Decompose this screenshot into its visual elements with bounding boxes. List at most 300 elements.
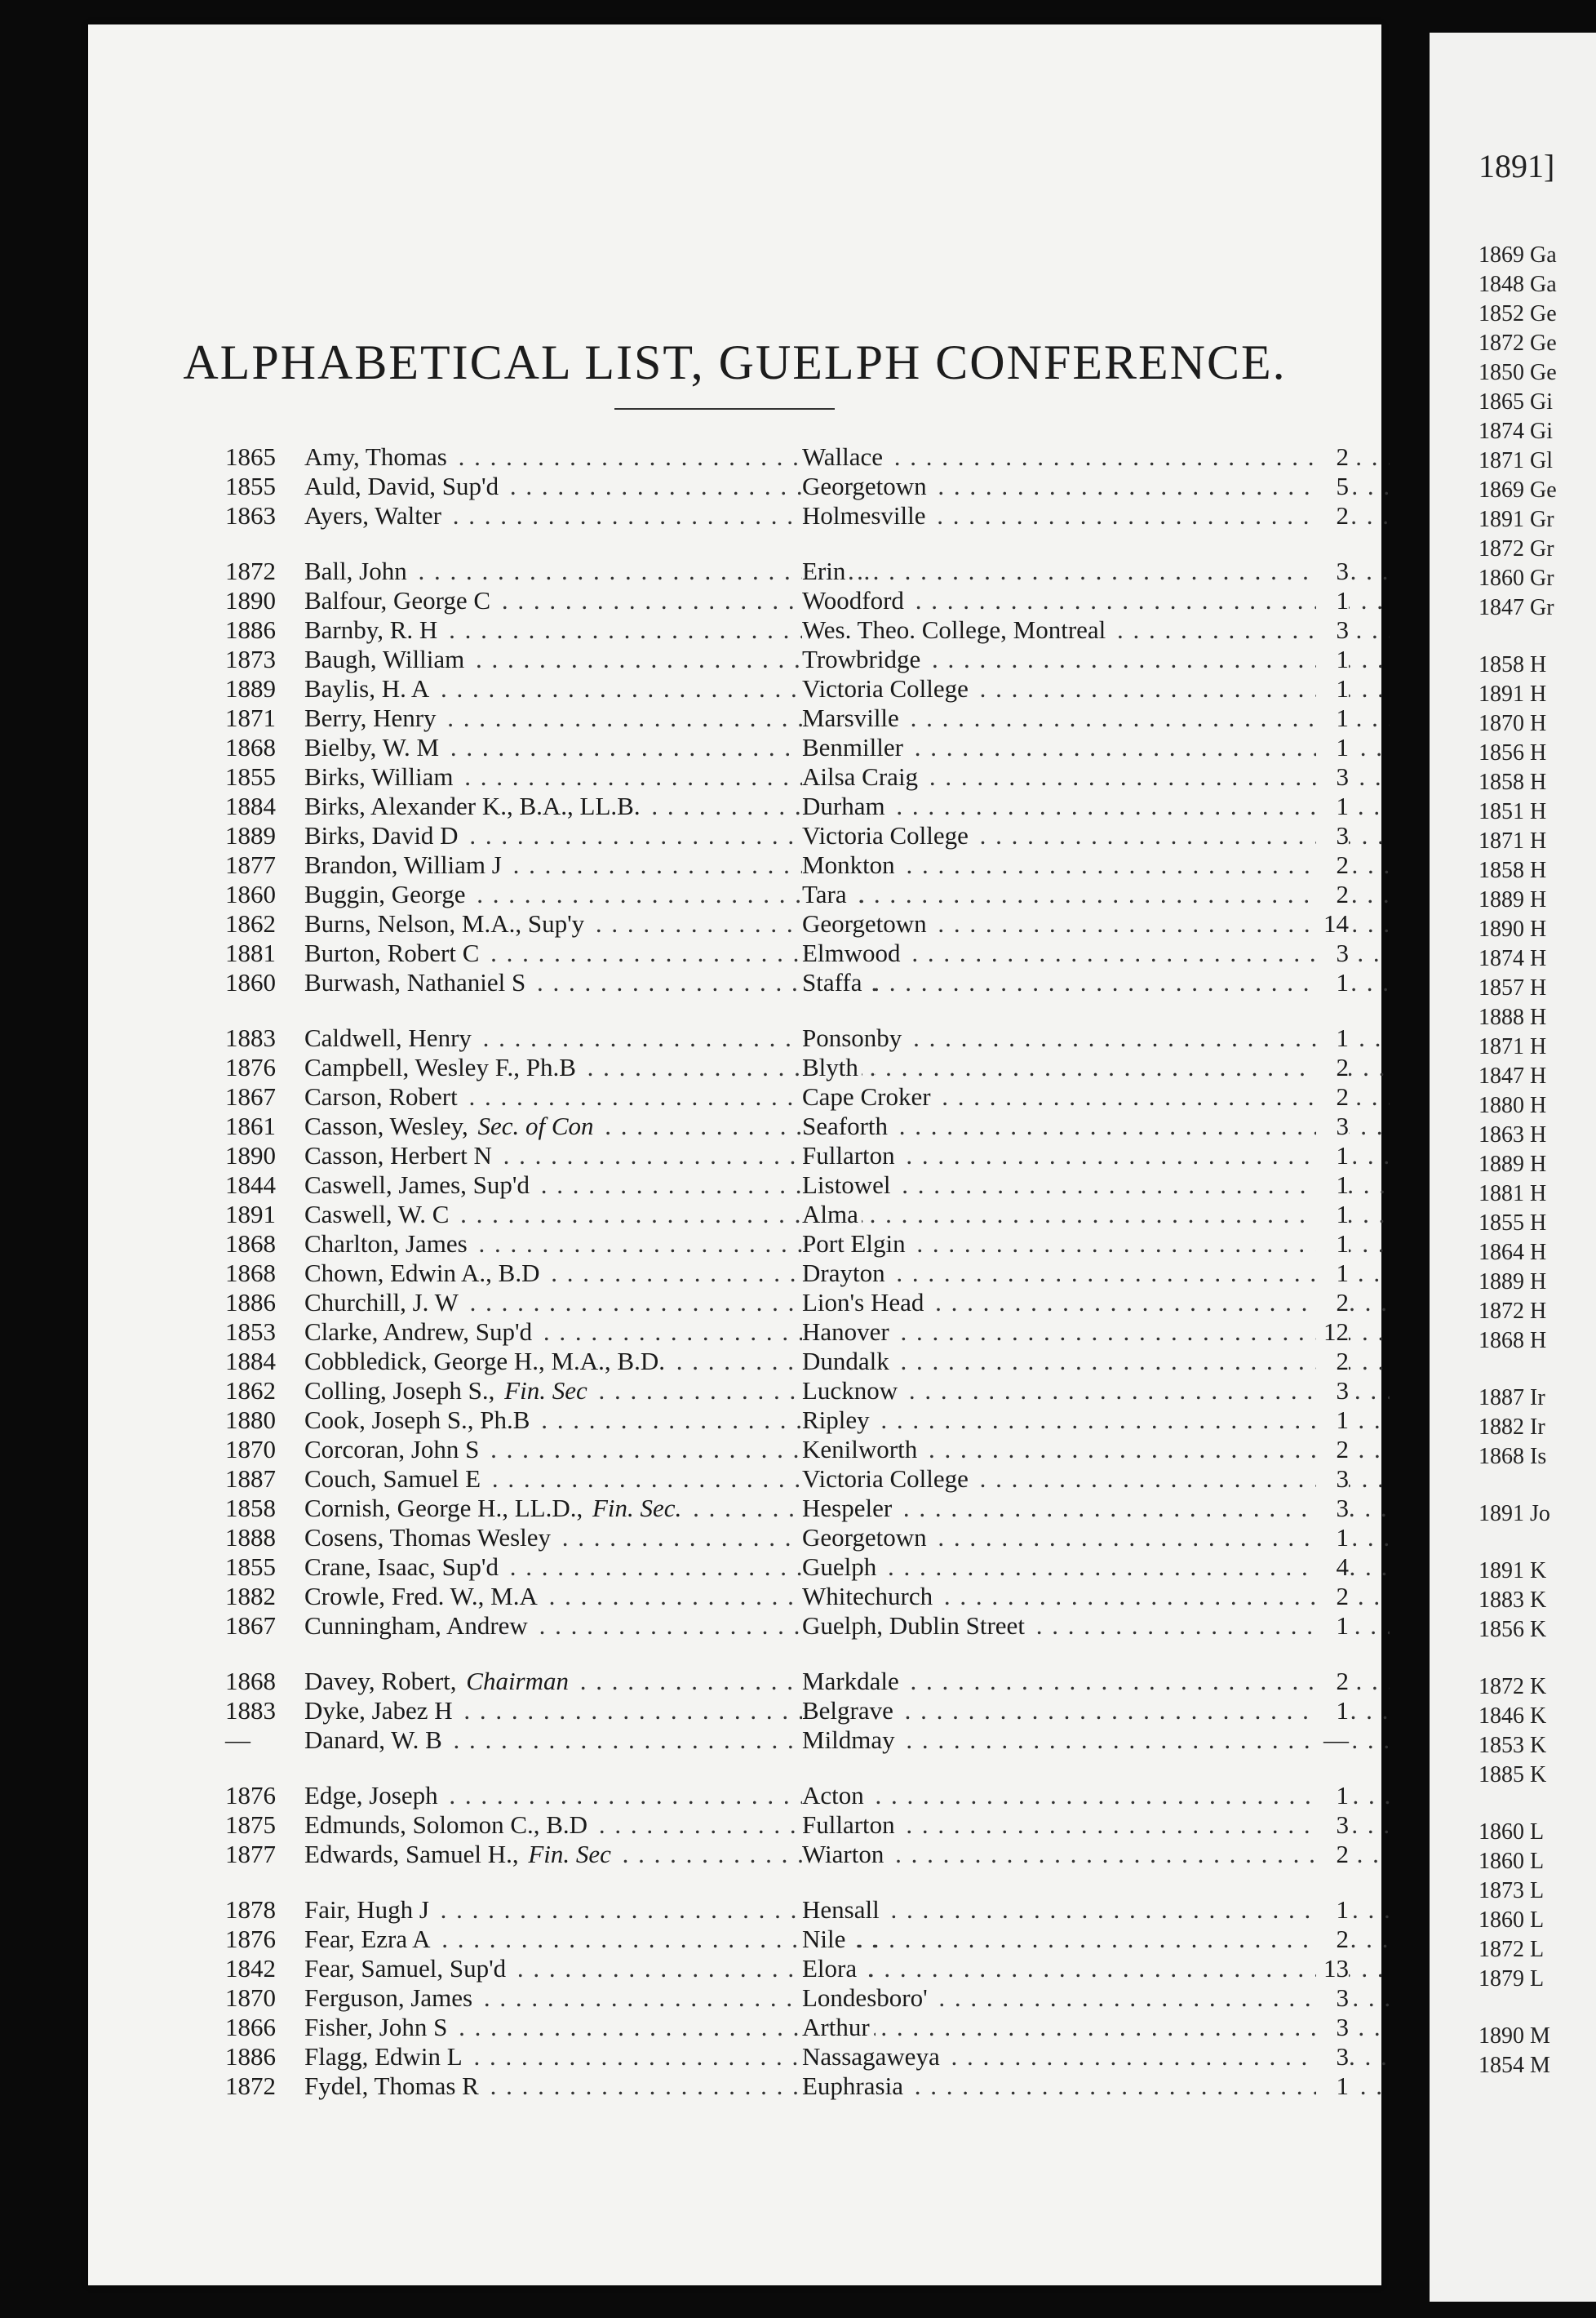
entry-name: Baugh, William — [304, 645, 468, 673]
entry-place: Lucknow — [802, 1376, 901, 1405]
entry-year: 1868 — [225, 1229, 276, 1258]
entry-name: Davey, Robert, — [304, 1667, 460, 1695]
entry-name: Carson, Robert — [304, 1082, 461, 1111]
entry-year: 1880 — [225, 1405, 276, 1434]
entry-name: Casson, Wesley, — [304, 1112, 472, 1140]
entry-name: Flagg, Edwin L — [304, 2042, 466, 2071]
entry-name: Fear, Ezra A — [304, 1925, 434, 1953]
right-page-line: 1868 Is — [1479, 1444, 1547, 1469]
entry-place: Guelph — [802, 1552, 880, 1581]
entry-year: 1887 — [225, 1464, 276, 1493]
entry-name: Bielby, W. M — [304, 733, 442, 762]
entry-name: Dyke, Jabez H — [304, 1696, 456, 1725]
entry-years: 1 — [1316, 792, 1349, 821]
entry-years: 2 — [1316, 1582, 1349, 1611]
entry-name-cell — [304, 1895, 876, 1925]
entry-name: Cobbledick, George H., M.A., B.D. — [304, 1347, 668, 1375]
entry-row — [88, 472, 1381, 501]
entry-name: Barnby, R. H — [304, 615, 441, 644]
entry-name: Colling, Joseph S., — [304, 1376, 498, 1405]
entry-name: Campbell, Wesley F., Ph.B — [304, 1053, 579, 1081]
entry-year: 1842 — [225, 1954, 276, 1983]
entry-name: Cook, Joseph S., Ph.B — [304, 1405, 533, 1434]
entry-place: Arthur — [802, 2013, 873, 2041]
entry-place-cell — [802, 1200, 1390, 1229]
entry-years: 2 — [1316, 850, 1349, 880]
entry-years: 1 — [1316, 1405, 1349, 1435]
entry-name: Chown, Edwin A., B.D — [304, 1259, 543, 1287]
entry-years: 5 — [1316, 472, 1349, 501]
entry-name: Charlton, James — [304, 1229, 471, 1258]
entry-place-cell — [802, 1552, 1390, 1582]
entry-years: 1 — [1316, 1781, 1349, 1810]
entry-years: 1 — [1316, 1895, 1349, 1925]
entry-name-cell — [304, 909, 876, 939]
entry-name-cell — [304, 1781, 876, 1810]
entry-place: Ailsa Craig — [802, 762, 921, 791]
entry-years: — — [1316, 1725, 1349, 1755]
entry-row — [88, 939, 1381, 968]
entry-name: Amy, Thomas — [304, 442, 450, 471]
entry-years: 2 — [1316, 1925, 1349, 1954]
entry-place: Lion's Head — [802, 1288, 927, 1317]
entry-row — [88, 1464, 1381, 1494]
entry-row — [88, 1170, 1381, 1200]
entry-year: 1868 — [225, 733, 276, 762]
entry-years: 2 — [1316, 1435, 1349, 1464]
entry-name: Caldwell, Henry — [304, 1024, 475, 1052]
entry-place-cell — [802, 615, 1390, 645]
entry-place-cell — [802, 1405, 1390, 1435]
entry-row — [88, 1112, 1381, 1141]
right-page-line: 1858 H — [1479, 652, 1547, 677]
entry-name: Cornish, George H., LL.D., — [304, 1494, 586, 1522]
entry-year: 1886 — [225, 1288, 276, 1317]
entry-years: 2 — [1316, 1347, 1349, 1376]
entry-year: — — [225, 1725, 250, 1754]
entry-name: Cosens, Thomas Wesley — [304, 1523, 554, 1552]
entry-name: Auld, David, Sup'd — [304, 472, 502, 500]
entry-row — [88, 2072, 1381, 2101]
entry-name: Ferguson, James — [304, 1983, 476, 2012]
entry-row — [88, 1317, 1381, 1347]
entry-years: 2 — [1316, 1840, 1349, 1869]
entry-place-cell — [802, 442, 1390, 472]
entry-name-cell — [304, 501, 876, 531]
entry-years: 3 — [1316, 2013, 1349, 2042]
entry-name: Birks, William — [304, 762, 456, 791]
right-page-line: 1872 H — [1479, 1299, 1547, 1324]
entry-year: 1876 — [225, 1781, 276, 1810]
entry-row — [88, 1696, 1381, 1725]
entry-place-cell — [802, 1170, 1390, 1200]
right-page-line: 1852 Ge — [1479, 301, 1557, 326]
entry-years: 3 — [1316, 2042, 1349, 2072]
right-page-line: 1887 Ir — [1479, 1385, 1545, 1410]
entry-row — [88, 880, 1381, 909]
entry-years: 3 — [1316, 1112, 1349, 1141]
entry-name-cell — [304, 1696, 876, 1725]
entry-years: 2 — [1316, 1082, 1349, 1112]
entry-place-cell — [802, 762, 1390, 792]
entry-name-cell — [304, 1840, 876, 1869]
entry-row — [88, 1435, 1381, 1464]
entry-place-cell — [802, 586, 1390, 615]
right-page-line: 1872 L — [1479, 1937, 1545, 1962]
entry-place: Cape Croker — [802, 1082, 934, 1111]
entry-name-cell — [304, 821, 876, 850]
entry-row — [88, 1781, 1381, 1810]
entry-name-cell — [304, 674, 876, 704]
entry-row — [88, 704, 1381, 733]
entry-name-cell — [304, 586, 876, 615]
entry-name-cell — [304, 1141, 876, 1170]
entry-place: Markdale — [802, 1667, 902, 1695]
entry-place: Holmesville — [802, 501, 929, 530]
entry-years: 12 — [1316, 1317, 1349, 1347]
entry-name: Fear, Samuel, Sup'd — [304, 1954, 509, 1983]
entry-years: 3 — [1316, 1464, 1349, 1494]
right-page-line: 1864 H — [1479, 1240, 1547, 1265]
entry-years: 1 — [1316, 704, 1349, 733]
entry-place: Nassagaweya — [802, 2042, 943, 2071]
entry-place: Port Elgin — [802, 1229, 909, 1258]
entry-row — [88, 1983, 1381, 2013]
entry-years: 3 — [1316, 821, 1349, 850]
entry-office: Fin. Sec — [498, 1376, 590, 1405]
entry-place: Guelph, Dublin Street — [802, 1611, 1028, 1640]
right-page-line: 1869 Ga — [1479, 242, 1557, 268]
entry-place-cell — [802, 1523, 1390, 1552]
right-page-line: 1854 M — [1479, 2053, 1550, 2078]
entry-place-cell — [802, 1611, 1390, 1641]
entry-place-cell — [802, 1925, 1390, 1954]
entry-years: 1 — [1316, 1200, 1349, 1229]
entry-place-cell — [802, 1840, 1390, 1869]
right-page-line: 1874 Gi — [1479, 419, 1553, 444]
entry-place: Acton — [802, 1781, 867, 1810]
entry-name: Baylis, H. A — [304, 674, 432, 703]
entry-place: Trowbridge — [802, 645, 924, 673]
entry-name: Clarke, Andrew, Sup'd — [304, 1317, 535, 1346]
entry-place: Hespeler — [802, 1494, 895, 1522]
entry-row — [88, 968, 1381, 997]
entry-place-cell — [802, 821, 1390, 850]
entry-year: 1876 — [225, 1925, 276, 1953]
entry-place-cell — [802, 704, 1390, 733]
entry-name-cell — [304, 472, 876, 501]
entry-years: 1 — [1316, 1229, 1349, 1259]
entry-name: Fydel, Thomas R — [304, 2072, 482, 2100]
entry-name: Cunningham, Andrew — [304, 1611, 531, 1640]
entry-years: 14 — [1316, 909, 1349, 939]
entry-place: Belgrave — [802, 1696, 897, 1725]
entry-office: Fin. Sec. — [586, 1494, 685, 1522]
right-page-line: 1847 Gr — [1479, 595, 1554, 620]
entry-name-cell — [304, 2013, 876, 2042]
right-page-line: 1860 L — [1479, 1907, 1545, 1933]
entry-place: Victoria College — [802, 674, 972, 703]
entry-place: Benmiller — [802, 733, 907, 762]
entry-place: Hensall — [802, 1895, 883, 1924]
right-page-line: 1891 K — [1479, 1558, 1547, 1583]
right-page-line: 1873 L — [1479, 1878, 1545, 1903]
entry-years: 1 — [1316, 1611, 1349, 1641]
entry-years: 1 — [1316, 1523, 1349, 1552]
entry-name: Edwards, Samuel H., — [304, 1840, 522, 1868]
entry-name-cell — [304, 1112, 876, 1141]
entry-place-cell — [802, 1983, 1390, 2013]
entry-name: Couch, Samuel E — [304, 1464, 484, 1493]
right-page-line: 1889 H — [1479, 1269, 1547, 1294]
entry-place-cell — [802, 557, 1390, 586]
right-page-line: 1850 Ge — [1479, 360, 1557, 385]
entry-name-cell — [304, 442, 876, 472]
entry-place-cell — [802, 2072, 1390, 2101]
entry-place: Staffa — [802, 968, 865, 997]
entry-name: Edge, Joseph — [304, 1781, 441, 1810]
entry-name: Caswell, W. C — [304, 1200, 452, 1228]
entry-place: Wes. Theo. College, Montreal — [802, 615, 1109, 644]
entry-place: Euphrasia — [802, 2072, 907, 2100]
entry-name-cell — [304, 704, 876, 733]
entry-name: Fisher, John S — [304, 2013, 450, 2041]
entry-name-cell — [304, 1317, 876, 1347]
entry-place-cell — [802, 1667, 1390, 1696]
entry-year: 1884 — [225, 792, 276, 820]
entry-place: Alma — [802, 1200, 862, 1228]
entry-place-cell — [802, 1582, 1390, 1611]
right-page-line: 1856 H — [1479, 740, 1547, 766]
entry-name-cell — [304, 1611, 876, 1641]
entry-place: Tara — [802, 880, 850, 908]
entry-place-cell — [802, 1725, 1390, 1755]
entry-name: Crane, Isaac, Sup'd — [304, 1552, 502, 1581]
entry-place-cell — [802, 1259, 1390, 1288]
entry-year: 1860 — [225, 880, 276, 908]
entry-place-cell — [802, 1781, 1390, 1810]
entry-year: 1888 — [225, 1523, 276, 1552]
entry-place-cell — [802, 1141, 1390, 1170]
entry-name-cell — [304, 1288, 876, 1317]
entry-year: 1877 — [225, 850, 276, 879]
entry-year: 1877 — [225, 1840, 276, 1868]
entry-place: Nile — [802, 1925, 849, 1953]
entry-row — [88, 2042, 1381, 2072]
entry-years: 2 — [1316, 501, 1349, 531]
entry-row — [88, 1141, 1381, 1170]
entry-year: 1882 — [225, 1582, 276, 1610]
entry-year: 1886 — [225, 615, 276, 644]
entry-year: 1872 — [225, 2072, 276, 2100]
entry-place-cell — [802, 909, 1390, 939]
entry-row — [88, 1053, 1381, 1082]
right-page-line: 1858 H — [1479, 770, 1547, 795]
entry-place-cell — [802, 1317, 1390, 1347]
entry-name: Ayers, Walter — [304, 501, 445, 530]
entry-years: 1 — [1316, 1696, 1349, 1725]
right-page-line: 1851 H — [1479, 799, 1547, 824]
right-page-line: 1890 M — [1479, 2023, 1550, 2049]
entry-name: Caswell, James, Sup'd — [304, 1170, 533, 1199]
entry-place-cell — [802, 1954, 1390, 1983]
right-page-line: 1868 H — [1479, 1328, 1547, 1353]
entry-place: Georgetown — [802, 909, 930, 938]
entry-place: Fullarton — [802, 1810, 898, 1839]
entry-name-cell — [304, 1405, 876, 1435]
entry-years: 2 — [1316, 442, 1349, 472]
entry-place: Victoria College — [802, 821, 972, 850]
entry-row — [88, 557, 1381, 586]
entry-row — [88, 1259, 1381, 1288]
entry-place-cell — [802, 1024, 1390, 1053]
entry-row — [88, 615, 1381, 645]
entry-name-cell — [304, 1954, 876, 1983]
entry-name-cell — [304, 557, 876, 586]
entry-name-cell — [304, 1435, 876, 1464]
entry-name-cell — [304, 1667, 876, 1696]
entry-row — [88, 1229, 1381, 1259]
entry-place: Ponsonby — [802, 1024, 905, 1052]
entry-place-cell — [802, 1464, 1390, 1494]
entry-place-cell — [802, 1435, 1390, 1464]
right-page-line: 1879 L — [1479, 1966, 1545, 1992]
entry-years: 2 — [1316, 1053, 1349, 1082]
entry-year: 1878 — [225, 1895, 276, 1924]
entry-office: Fin. Sec — [522, 1840, 614, 1868]
entry-row — [88, 1376, 1381, 1405]
entry-place-cell — [802, 1288, 1390, 1317]
entry-year: 1866 — [225, 2013, 276, 2041]
right-page-header: 1891] — [1479, 148, 1555, 184]
entry-name-cell — [304, 1170, 876, 1200]
entry-row — [88, 762, 1381, 792]
entry-place: Monkton — [802, 850, 898, 879]
entry-row — [88, 1405, 1381, 1435]
entry-name-cell — [304, 2042, 876, 2072]
entry-year: 1855 — [225, 762, 276, 791]
right-page-line: 1856 K — [1479, 1617, 1547, 1642]
entry-name-cell — [304, 733, 876, 762]
entry-place: Mildmay — [802, 1725, 898, 1754]
entry-place: Marsville — [802, 704, 902, 732]
entry-row — [88, 909, 1381, 939]
title-rule — [614, 408, 835, 410]
entry-place-cell — [802, 1112, 1390, 1141]
entry-office: Sec. of Con — [472, 1112, 597, 1140]
right-page-line: 1872 K — [1479, 1674, 1547, 1699]
entry-place-cell — [802, 1347, 1390, 1376]
right-page — [1430, 33, 1596, 2302]
entry-row — [88, 645, 1381, 674]
entry-place: Blyth — [802, 1053, 862, 1081]
entry-year: 1860 — [225, 968, 276, 997]
entry-place: Londesboro' — [802, 1983, 931, 2012]
entry-year: 1871 — [225, 704, 276, 732]
entry-year: 1891 — [225, 1200, 276, 1228]
right-page-line: 1855 H — [1479, 1210, 1547, 1236]
entry-place: Georgetown — [802, 1523, 930, 1552]
right-page-line: 1872 Ge — [1479, 331, 1557, 356]
entry-name: Ball, John — [304, 557, 410, 585]
entry-place: Fullarton — [802, 1141, 898, 1170]
entry-name-cell — [304, 939, 876, 968]
entry-name: Danard, W. B — [304, 1725, 446, 1754]
entry-name: Crowle, Fred. W., M.A — [304, 1582, 541, 1610]
entry-name-cell — [304, 2072, 876, 2101]
entry-row — [88, 501, 1381, 531]
entry-years: 1 — [1316, 586, 1349, 615]
entry-name-cell — [304, 1725, 876, 1755]
right-page-line: 1863 H — [1479, 1122, 1547, 1148]
entry-place-cell — [802, 880, 1390, 909]
entry-years: 3 — [1316, 615, 1349, 645]
entry-name: Balfour, George C — [304, 586, 494, 615]
entry-place-cell — [802, 1229, 1390, 1259]
entry-place: Seaforth — [802, 1112, 891, 1140]
entry-row — [88, 1667, 1381, 1696]
right-page-line: 1871 H — [1479, 1034, 1547, 1059]
right-page-line: 1846 K — [1479, 1703, 1547, 1729]
entry-years: 2 — [1316, 1667, 1349, 1696]
entry-name: Fair, Hugh J — [304, 1895, 432, 1924]
right-page-line: 1881 H — [1479, 1181, 1547, 1206]
entry-place: Erin — [802, 557, 849, 585]
entry-years: 1 — [1316, 645, 1349, 674]
entry-name-cell — [304, 1552, 876, 1582]
entry-row — [88, 1082, 1381, 1112]
entry-place-cell — [802, 968, 1390, 997]
entry-place: Whitechurch — [802, 1582, 936, 1610]
right-page-line: 1848 Ga — [1479, 272, 1557, 297]
right-page-line: 1860 Gr — [1479, 566, 1554, 591]
entry-row — [88, 1840, 1381, 1869]
entry-place: Georgetown — [802, 472, 930, 500]
entry-place-cell — [802, 1810, 1390, 1840]
entry-year: 1875 — [225, 1810, 276, 1839]
entry-year: 1884 — [225, 1347, 276, 1375]
entry-years: 3 — [1316, 1810, 1349, 1840]
right-page-line: 1874 H — [1479, 946, 1547, 971]
entry-name: Buggin, George — [304, 880, 468, 908]
entry-year: 1881 — [225, 939, 276, 967]
entry-name-cell — [304, 1053, 876, 1082]
entry-row — [88, 1954, 1381, 1983]
entry-place: Woodford — [802, 586, 907, 615]
entry-year: 1883 — [225, 1696, 276, 1725]
entry-row — [88, 1725, 1381, 1755]
entry-years: 1 — [1316, 1170, 1349, 1200]
entry-place-cell — [802, 501, 1390, 531]
entry-years: 1 — [1316, 1024, 1349, 1053]
entry-name: Corcoran, John S — [304, 1435, 482, 1463]
entry-place-cell — [802, 2042, 1390, 2072]
entry-place-cell — [802, 1082, 1390, 1112]
entry-year: 1873 — [225, 645, 276, 673]
entry-row — [88, 792, 1381, 821]
entry-year: 1876 — [225, 1053, 276, 1081]
right-page-line: 1860 L — [1479, 1849, 1545, 1874]
entry-year: 1865 — [225, 442, 276, 471]
entry-years: 1 — [1316, 1141, 1349, 1170]
entry-name-cell — [304, 1259, 876, 1288]
entry-year: 1855 — [225, 472, 276, 500]
right-page-line: 1870 H — [1479, 711, 1547, 736]
entry-name: Burton, Robert C — [304, 939, 482, 967]
entry-name: Casson, Herbert N — [304, 1141, 495, 1170]
entry-year: 1844 — [225, 1170, 276, 1199]
entry-row — [88, 1523, 1381, 1552]
